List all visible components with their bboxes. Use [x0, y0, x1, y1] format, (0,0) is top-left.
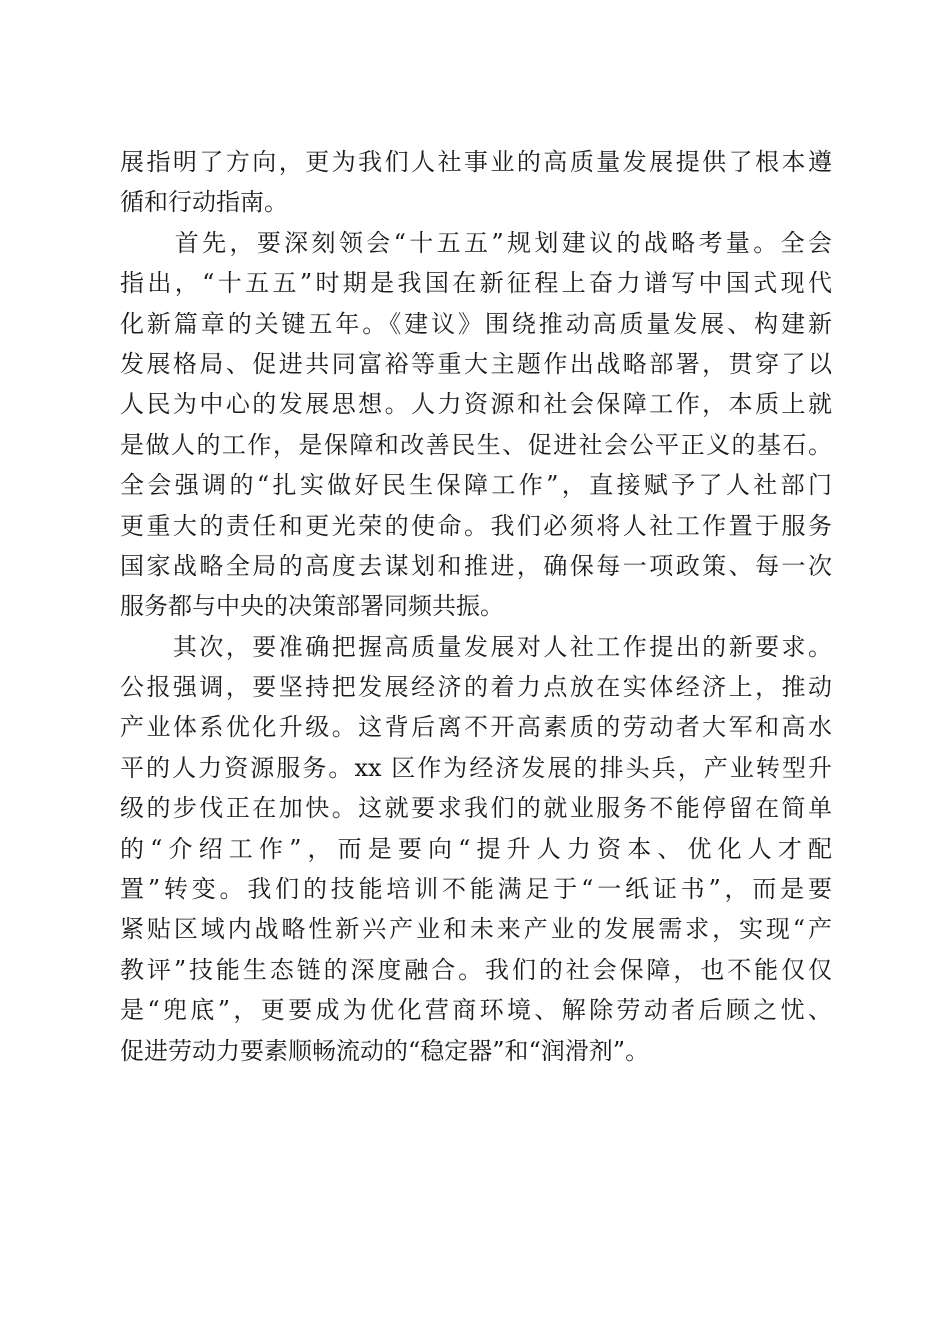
text-line: 发展格局、促进共同富裕等重大主题作出战略部署，贯穿了以: [120, 349, 832, 378]
text-line: 平的人力资源服务。xx 区作为经济发展的排头兵，产业转型升: [120, 753, 832, 782]
document-body: [120, 142, 832, 1071]
text-line: 化新篇章的关键五年。《建议》围绕推动高质量发展、构建新: [120, 309, 832, 338]
paragraph-2: [120, 223, 832, 627]
text-line: 产业体系优化升级。这背后离不开高素质的劳动者大军和高水: [120, 713, 832, 742]
text-line: 是做人的工作，是保障和改善民生、促进社会公平正义的基石。: [120, 430, 832, 459]
text-line: 更重大的责任和更光荣的使命。我们必须将人社工作置于服务: [120, 511, 832, 540]
text-line: 的“介绍工作”，而是要向“提升人力资本、优化人才配: [120, 834, 832, 863]
text-line: 国家战略全局的高度去谋划和推进，确保每一项政策、每一次: [120, 551, 832, 580]
text-line: 全会强调的“扎实做好民生保障工作”，直接赋予了人社部门: [120, 471, 832, 500]
text-line: 紧贴区域内战略性新兴产业和未来产业的发展需求，实现“产: [120, 915, 832, 944]
text-line: 公报强调，要坚持把发展经济的着力点放在实体经济上，推动: [120, 673, 832, 702]
text-line: 级的步伐正在加快。这就要求我们的就业服务不能停留在简单: [120, 794, 832, 823]
text-line: 服务都与中央的决策部署同频共振。: [120, 592, 504, 621]
text-line: 循和行动指南。: [120, 188, 288, 217]
text-line: 首先，要深刻领会“十五五”规划建议的战略考量。全会: [120, 228, 832, 257]
paragraph-1: [120, 142, 832, 223]
text-line: 促进劳动力要素顺畅流动的“稳定器”和“润滑剂”。: [120, 1036, 650, 1065]
text-line: 其次，要准确把握高质量发展对人社工作提出的新要求。: [120, 632, 832, 661]
text-line: 人民为中心的发展思想。人力资源和社会保障工作，本质上就: [120, 390, 832, 419]
text-line: 是“兜底”，更要成为优化营商环境、解除劳动者后顾之忧、: [120, 996, 832, 1025]
text-line: 展指明了方向，更为我们人社事业的高质量发展提供了根本遵: [120, 148, 832, 176]
text-line: 置”转变。我们的技能培训不能满足于“一纸证书”，而是要: [120, 875, 832, 904]
text-line: 指出，“十五五”时期是我国在新征程上奋力谱写中国式现代: [120, 269, 832, 298]
text-line: 教评”技能生态链的深度融合。我们的社会保障，也不能仅仅: [120, 955, 832, 984]
paragraph-3: [120, 627, 832, 1071]
